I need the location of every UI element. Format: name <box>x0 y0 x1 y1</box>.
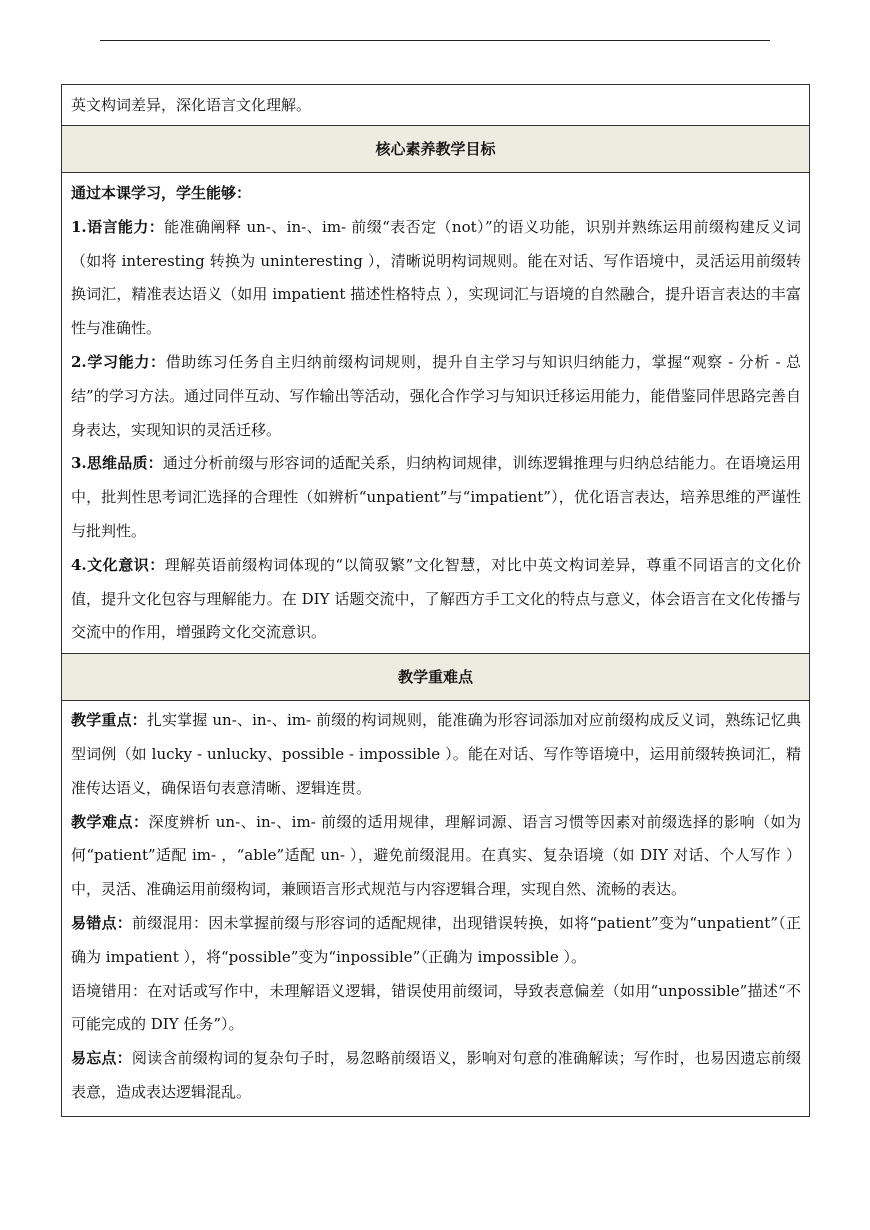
objectives-row <box>62 173 809 654</box>
lesson-plan-table <box>61 84 810 1117</box>
key-point-item: 教学难点：深度辨析 un-、in-、im- 前缀的适用规律，理解词源、语言习惯等因素对前缀选择的影响（如为何“patient”适配 im- ，“able”适配 un- ），避免前缀混用。在真实、复杂语境（如 DIY 对话、个人写作 ）中，灵活、准确运用前缀构词，兼顾语言形式规范与内容逻辑合理，实现自然、流畅的表达。 <box>71 812 801 899</box>
objectives-intro: 通过本课学习，学生能够： <box>71 184 252 202</box>
continued-row <box>62 85 809 126</box>
continued-text: 英文构词差异，深化语言文化理解。 <box>71 96 312 114</box>
objective-item: 4.文化意识：理解英语前缀构词体现的“以简驭繁”文化智慧，对比中英文构词差异，尊重不同语言的文化价值，提升文化包容与理解能力。在 DIY 话题交流中，了解西方手工文化的特点与意义，体会语言在文化传播与交流中的作用，增强跨文化交流意识。 <box>71 555 801 642</box>
objective-item: 2.学习能力：借助练习任务自主归纳前缀构词规则，提升自主学习与知识归纳能力，掌握“观察 - 分析 - 总结”的学习方法。通过同伴互动、写作输出等活动，强化合作学习与知识迁移运用能力，能借鉴同伴思路完善自身表达，实现知识的灵活迁移。 <box>71 352 801 439</box>
section-title: 教学重难点 <box>397 668 473 687</box>
key-point-item: 语境错用：在对话或写作中，未理解语义逻辑，错误使用前缀词，导致表意偏差（如用“unpossible”描述“不可能完成的 DIY 任务”）。 <box>71 981 801 1034</box>
section-header-objectives <box>62 126 809 173</box>
objectives-cell <box>62 177 809 650</box>
objective-item: 1.语言能力：能准确阐释 un-、in-、im- 前缀“表否定（not）”的语义功能，识别并熟练运用前缀构建反义词（如将 interesting 转换为 uninteresting ），清晰说明构词规则。能在对话、写作语境中，灵活运用前缀转换词汇，精准表达语义（如用 impatient 描述性格特点 ），实现词汇与语境的自然融合，提升语言表达的丰富性与准确性。 <box>71 217 801 338</box>
section-title: 核心素养教学目标 <box>375 140 496 158</box>
key-point-item: 易忘点：阅读含前缀构词的复杂句子时，易忽略前缀语义，影响对句意的准确解读；写作时，也易因遗忘前缀表意，造成表达逻辑混乱。 <box>71 1049 801 1101</box>
objective-item: 3.思维品质：通过分析前缀与形容词的适配关系，归纳构词规律，训练逻辑推理与归纳总结能力。在语境运用中，批判性思考词汇选择的合理性（如辨析“unpatient”与“impatient”），优化语言表达，培养思维的严谨性与批判性。 <box>71 454 801 540</box>
key-points-cell <box>62 704 809 1110</box>
key-point-item: 教学重点：扎实掌握 un-、in-、im- 前缀的构词规则，能准确为形容词添加对应前缀构成反义词，熟练记忆典型词例（如 lucky - unlucky、possible - impossible ）。能在对话、写作等语境中，运用前缀转换词汇，精准传达语义，确保语句表意清晰、逻辑连贯。 <box>71 711 801 797</box>
header-rule <box>100 40 770 41</box>
section-header-key-points <box>62 654 809 701</box>
key-point-item: 易错点：前缀混用：因未掌握前缀与形容词的适配规律，出现错误转换，如将“patient”变为“unpatient”（正确为 impatient ），将“possible”变为“inpossible”（正确为 impossible ）。 <box>71 913 801 966</box>
key-points-row <box>62 701 809 1116</box>
